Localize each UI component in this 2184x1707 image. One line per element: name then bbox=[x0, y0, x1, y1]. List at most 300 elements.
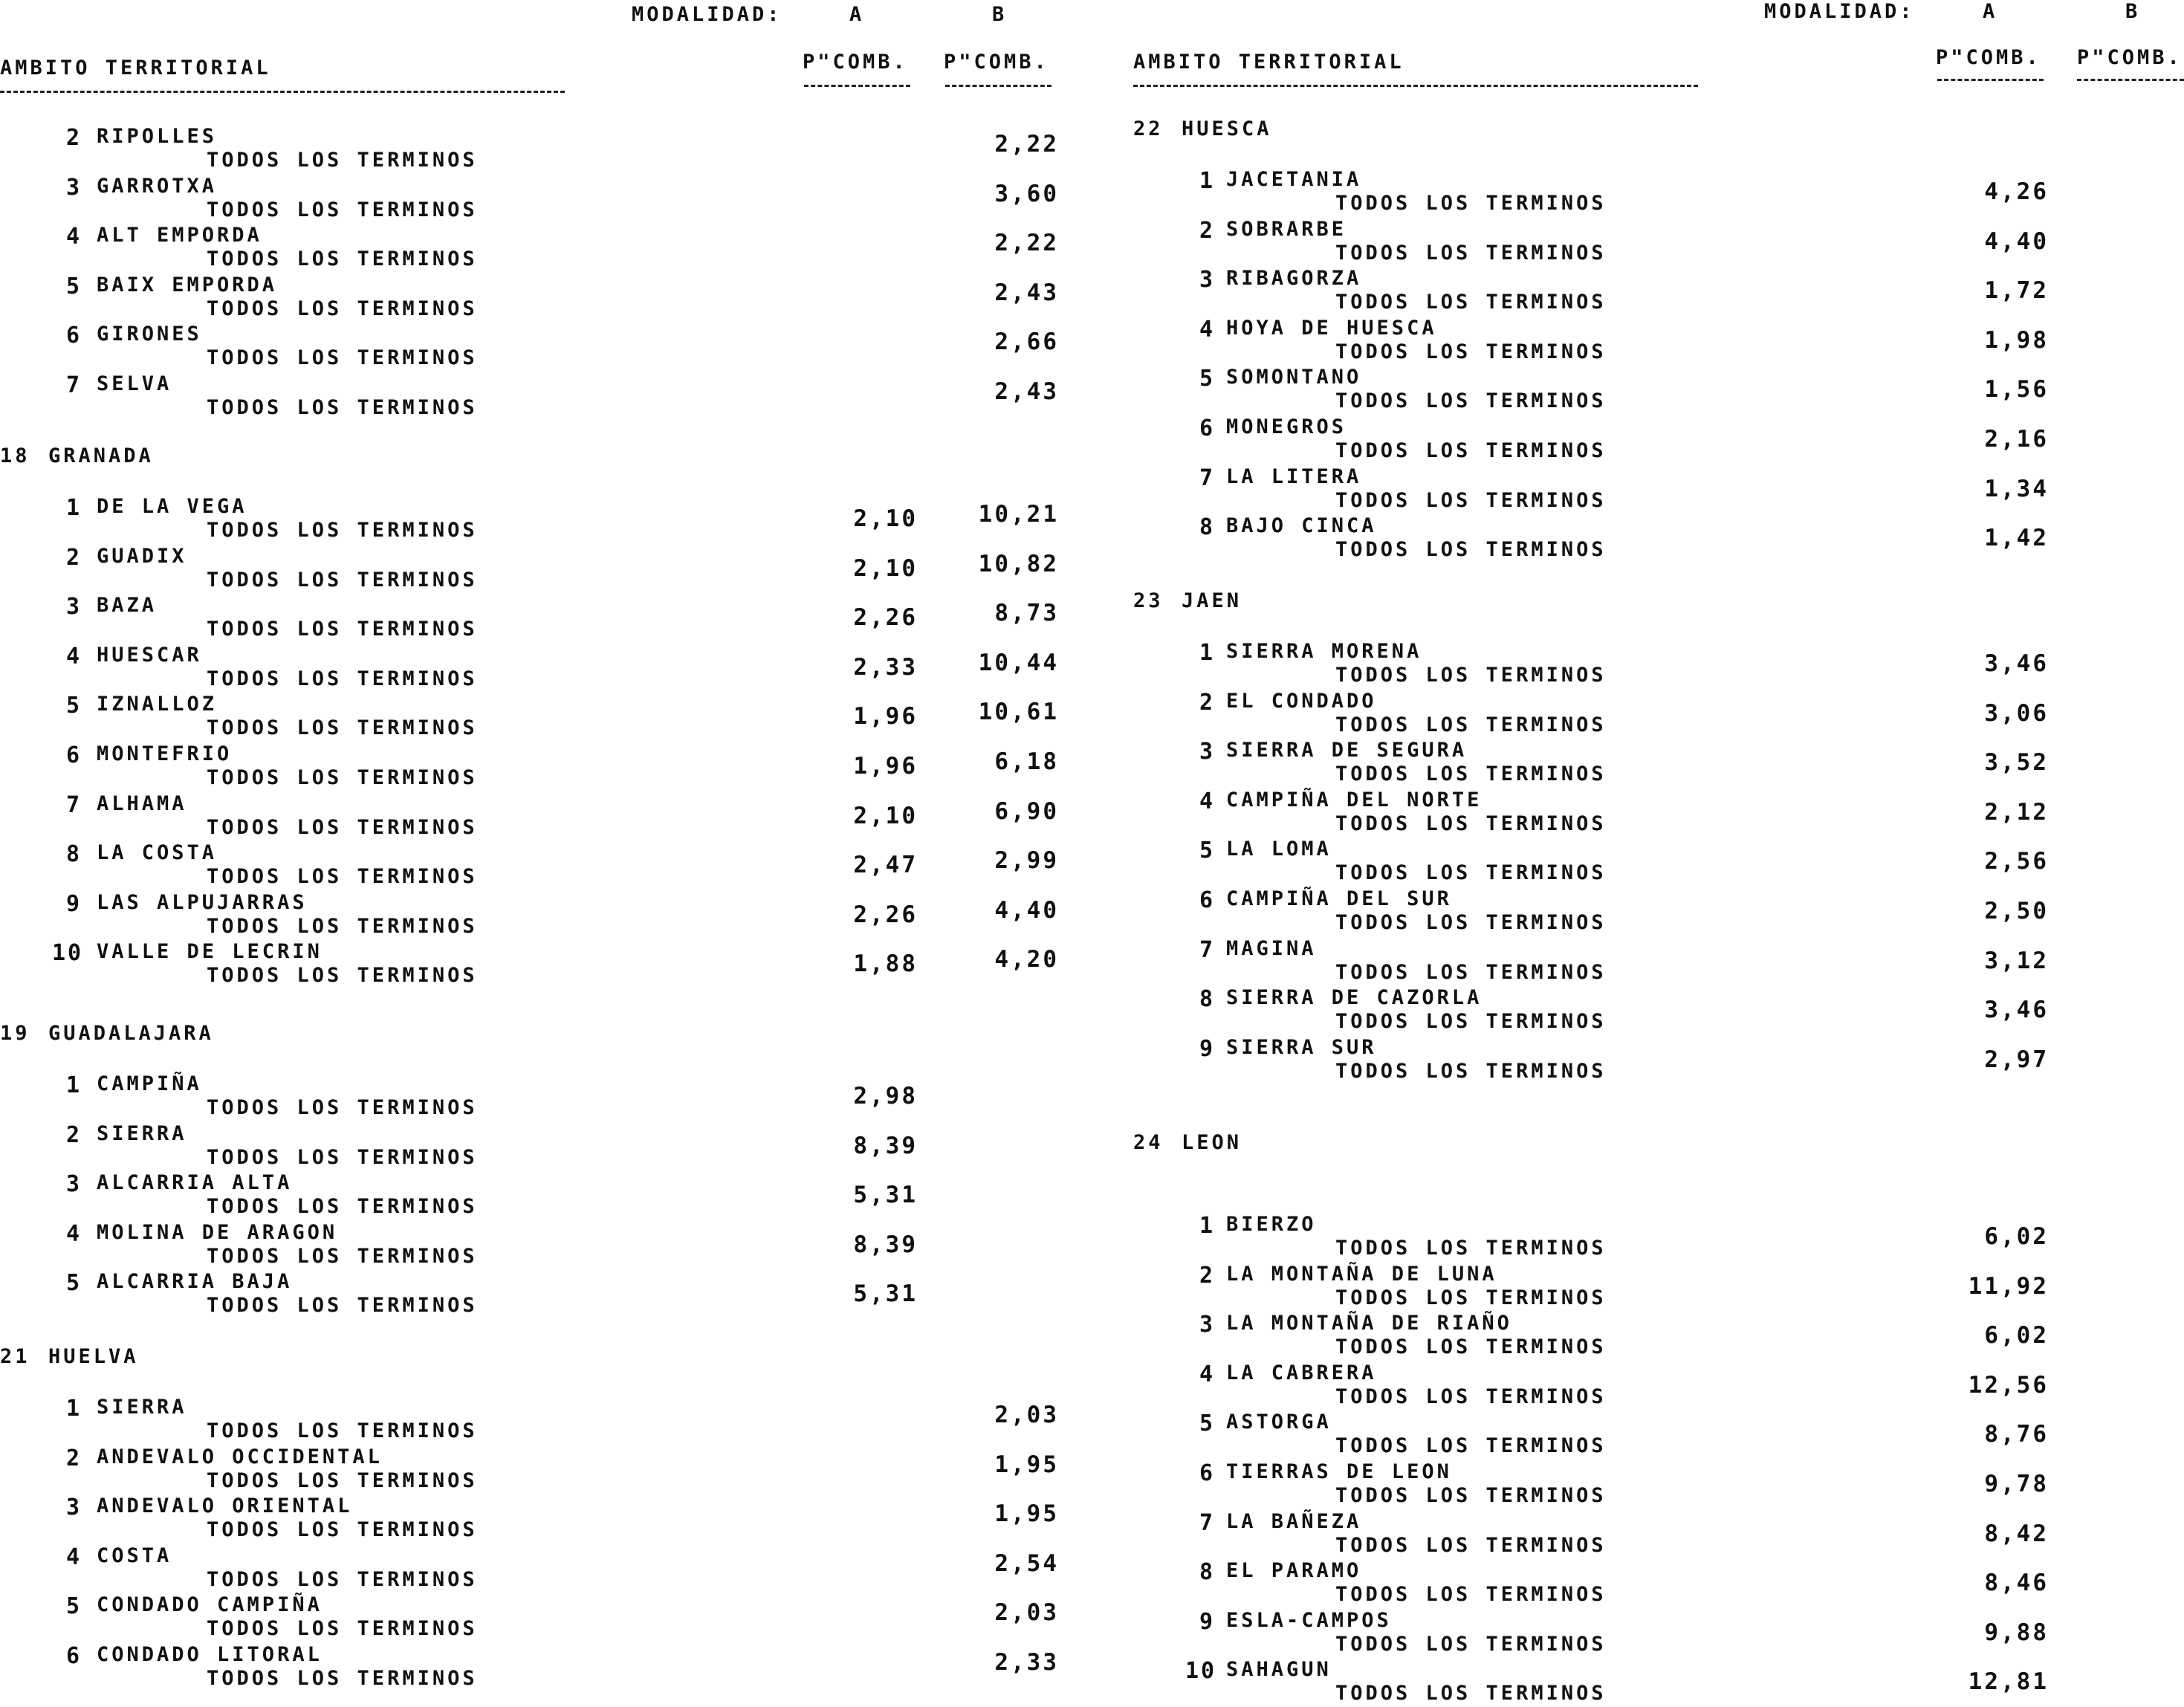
comarca-name: LA BAÑEZA bbox=[1226, 1509, 1362, 1533]
value-a: 2,26 bbox=[853, 901, 918, 928]
comarca-name: SIERRA bbox=[97, 1121, 187, 1145]
comarca-number: 5 bbox=[65, 693, 82, 719]
table-row bbox=[0, 742, 1070, 791]
comarca-number: 5 bbox=[65, 273, 82, 299]
comarca-name: SAHAGUN bbox=[1226, 1658, 1332, 1682]
comarca-number: 9 bbox=[1199, 1035, 1215, 1062]
comarca-name: ALCARRIA ALTA bbox=[97, 1171, 293, 1195]
table-row bbox=[0, 644, 1070, 693]
comarca-name: CAMPIÑA DEL SUR bbox=[1226, 887, 1452, 910]
terminos-label: TODOS LOS TERMINOS bbox=[207, 297, 478, 320]
value-a: 3,12 bbox=[1984, 947, 2049, 974]
table-row bbox=[1133, 168, 2184, 217]
terminos-label: TODOS LOS TERMINOS bbox=[207, 198, 478, 221]
comarca-number: 2 bbox=[65, 125, 82, 151]
table-row bbox=[1133, 366, 2184, 415]
terminos-label: TODOS LOS TERMINOS bbox=[1335, 1237, 1607, 1260]
terminos-label: TODOS LOS TERMINOS bbox=[207, 247, 478, 271]
comarca-number: 6 bbox=[1199, 415, 1215, 441]
comarca-number: 3 bbox=[1199, 267, 1215, 294]
comarca-number: 7 bbox=[1199, 936, 1215, 963]
terminos-label: TODOS LOS TERMINOS bbox=[1335, 911, 1607, 934]
value-b: 2,22 bbox=[994, 131, 1059, 158]
comarca-name: MONTEFRIO bbox=[97, 742, 233, 765]
value-a: 4,26 bbox=[1984, 178, 2049, 205]
table-row bbox=[0, 841, 1070, 890]
terminos-label: TODOS LOS TERMINOS bbox=[1335, 439, 1607, 462]
terminos-label: TODOS LOS TERMINOS bbox=[1335, 241, 1607, 265]
table-row bbox=[0, 545, 1070, 594]
province-name: GRANADA bbox=[48, 444, 154, 467]
comarca-name: BAIX EMPORDA bbox=[97, 273, 278, 297]
table-row bbox=[1133, 1559, 2184, 1608]
comarca-number: 2 bbox=[65, 544, 82, 571]
comarca-name: VALLE DE LECRIN bbox=[97, 940, 323, 964]
value-a: 2,12 bbox=[1984, 798, 2049, 826]
table-row bbox=[1133, 1658, 2184, 1707]
comarca-name: ASTORGA bbox=[1226, 1410, 1332, 1434]
comarca-name: SIERRA DE SEGURA bbox=[1226, 739, 1468, 762]
terminos-label: TODOS LOS TERMINOS bbox=[207, 396, 478, 419]
comarca-number: 7 bbox=[65, 791, 82, 818]
comarca-number: 1 bbox=[1199, 640, 1215, 666]
comarca-number: 4 bbox=[65, 224, 82, 250]
table-row bbox=[1133, 1036, 2184, 1085]
table-row bbox=[0, 1171, 1070, 1220]
comarca-name: LA LOMA bbox=[1226, 838, 1332, 861]
terminos-label: TODOS LOS TERMINOS bbox=[207, 1145, 478, 1169]
modalidad-b: B bbox=[992, 3, 1008, 26]
province-header bbox=[1133, 1131, 2184, 1161]
table-row bbox=[0, 1593, 1070, 1642]
terminos-label: TODOS LOS TERMINOS bbox=[207, 1096, 478, 1119]
comarca-number: 6 bbox=[1199, 887, 1215, 913]
comarca-name: ANDEVALO ORIENTAL bbox=[97, 1494, 353, 1518]
terminos-label: TODOS LOS TERMINOS bbox=[1335, 1335, 1607, 1359]
value-a: 1,96 bbox=[853, 703, 918, 731]
comarca-name: LA COSTA bbox=[97, 841, 218, 865]
comarca-number: 4 bbox=[65, 643, 82, 670]
comarca-name: CAMPIÑA DEL NORTE bbox=[1226, 788, 1483, 812]
terminos-label: TODOS LOS TERMINOS bbox=[207, 1617, 478, 1641]
comarca-name: TIERRAS DE LEON bbox=[1226, 1460, 1452, 1483]
value-a: 3,52 bbox=[1984, 749, 2049, 777]
table-row bbox=[0, 1221, 1070, 1270]
comarca-name: IZNALLOZ bbox=[97, 693, 218, 716]
table-row bbox=[0, 1122, 1070, 1171]
comarca-number: 1 bbox=[65, 1072, 82, 1098]
value-a: 2,10 bbox=[853, 554, 918, 582]
terminos-label: TODOS LOS TERMINOS bbox=[1335, 1286, 1607, 1309]
comarca-name: MAGINA bbox=[1226, 936, 1317, 960]
terminos-label: TODOS LOS TERMINOS bbox=[207, 346, 478, 370]
comarca-name: GARROTXA bbox=[97, 174, 218, 198]
comarca-name: RIBAGORZA bbox=[1226, 267, 1362, 291]
table-row bbox=[0, 1396, 1070, 1445]
value-b: 2,99 bbox=[994, 847, 1059, 875]
table-row bbox=[1133, 218, 2184, 267]
value-a: 1,88 bbox=[853, 950, 918, 978]
value-a: 2,50 bbox=[1984, 898, 2049, 924]
value-b: 3,60 bbox=[994, 180, 1059, 207]
comarca-name: MONEGROS bbox=[1226, 415, 1347, 438]
value-b: 1,95 bbox=[994, 1500, 1059, 1528]
table-row bbox=[1133, 986, 2184, 1035]
table-row bbox=[1133, 1263, 2184, 1312]
table-row bbox=[1133, 1609, 2184, 1658]
province-code: 22 bbox=[1133, 117, 1164, 140]
value-b: 2,03 bbox=[994, 1599, 1059, 1627]
terminos-label: TODOS LOS TERMINOS bbox=[207, 1244, 478, 1268]
comarca-number: 9 bbox=[1199, 1608, 1215, 1635]
comarca-number: 6 bbox=[65, 323, 82, 349]
terminos-label: TODOS LOS TERMINOS bbox=[1335, 1583, 1607, 1607]
terminos-label: TODOS LOS TERMINOS bbox=[1335, 1533, 1607, 1557]
terminos-label: TODOS LOS TERMINOS bbox=[207, 1518, 478, 1542]
terminos-label: TODOS LOS TERMINOS bbox=[1335, 488, 1607, 512]
comarca-number: 7 bbox=[65, 372, 82, 398]
table-row bbox=[0, 940, 1070, 989]
value-b: 2,43 bbox=[994, 378, 1059, 405]
comarca-name: LAS ALPUJARRAS bbox=[97, 890, 308, 914]
comarca-name: ANDEVALO OCCIDENTAL bbox=[97, 1445, 383, 1468]
comarca-name: MOLINA DE ARAGON bbox=[97, 1220, 338, 1244]
terminos-label: TODOS LOS TERMINOS bbox=[207, 914, 478, 938]
terminos-label: TODOS LOS TERMINOS bbox=[207, 1567, 478, 1591]
comarca-number: 4 bbox=[1199, 1361, 1215, 1387]
comarca-number: 3 bbox=[65, 174, 82, 201]
value-b: 4,40 bbox=[994, 896, 1059, 924]
col-a-label: P"COMB. bbox=[803, 51, 908, 74]
terminos-label: TODOS LOS TERMINOS bbox=[207, 1667, 478, 1690]
table-row bbox=[0, 323, 1070, 372]
value-a: 9,88 bbox=[1984, 1619, 2049, 1646]
table-row bbox=[1133, 1460, 2184, 1509]
province-code: 23 bbox=[1133, 589, 1164, 612]
comarca-name: SELVA bbox=[97, 372, 172, 395]
province-code: 21 bbox=[0, 1345, 30, 1368]
comarca-number: 7 bbox=[1199, 1509, 1215, 1536]
table-row bbox=[0, 273, 1070, 323]
terminos-label: TODOS LOS TERMINOS bbox=[1335, 291, 1607, 314]
comarca-name: ALT EMPORDA bbox=[97, 224, 262, 247]
col-b-label: P"COMB. bbox=[944, 51, 1049, 74]
modalidad-label: MODALIDAD: bbox=[632, 3, 782, 26]
province-header bbox=[0, 444, 1070, 474]
comarca-number: 8 bbox=[1199, 1559, 1215, 1586]
table-row bbox=[0, 891, 1070, 940]
value-b: 10,44 bbox=[978, 649, 1059, 676]
value-a: 2,97 bbox=[1984, 1046, 2049, 1073]
value-b: 6,18 bbox=[994, 748, 1059, 775]
value-b: 10,21 bbox=[978, 501, 1059, 528]
comarca-name: JACETANIA bbox=[1226, 168, 1362, 191]
terminos-label: TODOS LOS TERMINOS bbox=[1335, 1010, 1607, 1034]
comarca-name: SIERRA SUR bbox=[1226, 1035, 1377, 1059]
table-row bbox=[1133, 1510, 2184, 1559]
province-name: HUESCA bbox=[1182, 117, 1272, 140]
table-row bbox=[0, 125, 1070, 174]
comarca-number: 4 bbox=[65, 1544, 82, 1570]
value-b: 1,95 bbox=[994, 1451, 1059, 1478]
comarca-name: ESLA-CAMPOS bbox=[1226, 1608, 1392, 1632]
value-a: 2,10 bbox=[853, 802, 918, 829]
value-a: 2,33 bbox=[853, 653, 918, 681]
comarca-number: 3 bbox=[1199, 739, 1215, 765]
table-row bbox=[1133, 415, 2184, 464]
col-a-underline bbox=[804, 85, 910, 87]
comarca-number: 9 bbox=[65, 890, 82, 917]
comarca-name: CAMPIÑA bbox=[97, 1072, 202, 1095]
terminos-label: TODOS LOS TERMINOS bbox=[1335, 1384, 1607, 1408]
comarca-name: BAZA bbox=[97, 594, 158, 618]
value-a: 12,56 bbox=[1968, 1371, 2049, 1399]
comarca-number: 6 bbox=[65, 1643, 82, 1669]
comarca-number: 5 bbox=[65, 1270, 82, 1297]
comarca-number: 7 bbox=[1199, 464, 1215, 491]
terminos-label: TODOS LOS TERMINOS bbox=[207, 667, 478, 690]
comarca-number: 5 bbox=[65, 1593, 82, 1620]
terminos-label: TODOS LOS TERMINOS bbox=[207, 964, 478, 988]
terminos-label: TODOS LOS TERMINOS bbox=[207, 716, 478, 740]
value-a: 11,92 bbox=[1968, 1272, 2049, 1300]
table-row bbox=[0, 792, 1070, 841]
value-a: 3,46 bbox=[1984, 997, 2049, 1024]
table-row bbox=[1133, 267, 2184, 316]
comarca-name: BAJO CINCA bbox=[1226, 514, 1377, 538]
terminos-label: TODOS LOS TERMINOS bbox=[207, 149, 478, 172]
comarca-name: ALHAMA bbox=[97, 791, 187, 815]
table-row bbox=[0, 1072, 1070, 1121]
comarca-name: EL PARAMO bbox=[1226, 1559, 1362, 1583]
terminos-label: TODOS LOS TERMINOS bbox=[207, 618, 478, 641]
terminos-label: TODOS LOS TERMINOS bbox=[1335, 192, 1607, 215]
table-row bbox=[0, 1494, 1070, 1544]
comarca-number: 4 bbox=[1199, 316, 1215, 343]
comarca-name: LA MONTAÑA DE LUNA bbox=[1226, 1262, 1497, 1286]
province-name: JAEN bbox=[1182, 589, 1242, 612]
comarca-name: HUESCAR bbox=[97, 643, 202, 667]
terminos-label: TODOS LOS TERMINOS bbox=[1335, 1484, 1607, 1507]
comarca-name: CONDADO LITORAL bbox=[97, 1643, 323, 1666]
comarca-name: COSTA bbox=[97, 1544, 172, 1567]
table-row bbox=[1133, 317, 2184, 366]
comarca-number: 2 bbox=[1199, 217, 1215, 244]
comarca-number: 6 bbox=[65, 742, 82, 768]
value-b: 10,82 bbox=[978, 550, 1059, 577]
comarca-name: SIERRA DE CAZORLA bbox=[1226, 986, 1483, 1010]
value-a: 4,40 bbox=[1984, 227, 2049, 255]
table-row bbox=[1133, 1213, 2184, 1262]
value-a: 6,02 bbox=[1984, 1322, 2049, 1350]
comarca-name: EL CONDADO bbox=[1226, 689, 1377, 713]
terminos-label: TODOS LOS TERMINOS bbox=[1335, 340, 1607, 363]
comarca-number: 3 bbox=[65, 1171, 82, 1198]
terminos-label: TODOS LOS TERMINOS bbox=[207, 1468, 478, 1492]
comarca-number: 2 bbox=[65, 1121, 82, 1148]
terminos-label: TODOS LOS TERMINOS bbox=[1335, 713, 1607, 736]
table-row bbox=[1133, 1361, 2184, 1410]
comarca-number: 8 bbox=[1199, 986, 1215, 1013]
value-a: 2,56 bbox=[1984, 848, 2049, 875]
terminos-label: TODOS LOS TERMINOS bbox=[207, 766, 478, 789]
modalidad-a: A bbox=[849, 3, 865, 26]
table-row bbox=[0, 224, 1070, 273]
terminos-label: TODOS LOS TERMINOS bbox=[1335, 538, 1607, 562]
comarca-number: 5 bbox=[1199, 366, 1215, 392]
ambito-underline-right bbox=[1133, 85, 1698, 87]
province-code: 24 bbox=[1133, 1131, 1164, 1154]
comarca-number: 10 bbox=[1185, 1658, 1217, 1685]
table-row bbox=[1133, 937, 2184, 986]
province-header bbox=[1133, 117, 2184, 147]
comarca-number: 3 bbox=[65, 594, 82, 621]
table-row bbox=[1133, 887, 2184, 936]
value-a: 2,98 bbox=[853, 1083, 918, 1110]
table-row bbox=[0, 1445, 1070, 1494]
comarca-name: SIERRA MORENA bbox=[1226, 640, 1422, 663]
value-a: 1,34 bbox=[1984, 475, 2049, 502]
province-header bbox=[0, 1345, 1070, 1375]
table-row bbox=[1133, 739, 2184, 788]
value-b: 6,90 bbox=[994, 797, 1059, 825]
terminos-label: TODOS LOS TERMINOS bbox=[1335, 389, 1607, 413]
terminos-label: TODOS LOS TERMINOS bbox=[1335, 1059, 1607, 1083]
value-a: 1,72 bbox=[1984, 277, 2049, 305]
comarca-number: 3 bbox=[1199, 1312, 1215, 1338]
value-a: 3,06 bbox=[1984, 699, 2049, 727]
table-row bbox=[0, 594, 1070, 643]
terminos-label: TODOS LOS TERMINOS bbox=[1335, 664, 1607, 687]
comarca-name: GIRONES bbox=[97, 323, 202, 346]
value-a: 12,81 bbox=[1968, 1668, 2049, 1696]
comarca-name: SOBRARBE bbox=[1226, 217, 1347, 241]
comarca-number: 10 bbox=[52, 940, 84, 967]
province-code: 19 bbox=[0, 1022, 30, 1045]
comarca-name: LA LITERA bbox=[1226, 464, 1362, 488]
value-b: 2,03 bbox=[994, 1402, 1059, 1428]
value-b: 2,66 bbox=[994, 328, 1059, 356]
comarca-name: LA CABRERA bbox=[1226, 1361, 1377, 1384]
col-b-underline-right bbox=[2077, 79, 2184, 81]
table-row bbox=[1133, 640, 2184, 689]
comarca-number: 2 bbox=[65, 1445, 82, 1471]
table-row bbox=[0, 372, 1070, 421]
ambito-underline bbox=[0, 91, 565, 93]
comarca-name: SOMONTANO bbox=[1226, 366, 1362, 389]
value-a: 3,46 bbox=[1984, 650, 2049, 677]
col-a-underline-right bbox=[1937, 79, 2044, 81]
terminos-label: TODOS LOS TERMINOS bbox=[1335, 861, 1607, 885]
table-row bbox=[1133, 838, 2184, 887]
province-name: LEON bbox=[1182, 1131, 1242, 1154]
comarca-number: 2 bbox=[1199, 1262, 1215, 1289]
province-header bbox=[1133, 589, 2184, 619]
comarca-number: 1 bbox=[65, 495, 82, 521]
ambito-label: AMBITO TERRITORIAL bbox=[0, 56, 271, 80]
terminos-label: TODOS LOS TERMINOS bbox=[207, 519, 478, 542]
terminos-label: TODOS LOS TERMINOS bbox=[207, 815, 478, 839]
value-b: 2,22 bbox=[994, 230, 1059, 257]
comarca-number: 1 bbox=[1199, 168, 1215, 194]
comarca-name: CONDADO CAMPIÑA bbox=[97, 1593, 323, 1617]
terminos-label: TODOS LOS TERMINOS bbox=[1335, 960, 1607, 984]
terminos-label: TODOS LOS TERMINOS bbox=[207, 1195, 478, 1219]
comarca-number: 5 bbox=[1199, 838, 1215, 864]
comarca-number: 1 bbox=[65, 1396, 82, 1422]
value-b: 8,73 bbox=[994, 600, 1059, 627]
province-name: HUELVA bbox=[48, 1345, 139, 1368]
value-a: 5,31 bbox=[853, 1280, 918, 1308]
col-b-label-right: P"COMB. bbox=[2077, 46, 2183, 69]
table-row bbox=[0, 1544, 1070, 1593]
comarca-name: HOYA DE HUESCA bbox=[1226, 316, 1437, 340]
comarca-number: 1 bbox=[1199, 1213, 1215, 1239]
value-a: 1,56 bbox=[1984, 376, 2049, 404]
value-a: 8,39 bbox=[853, 1231, 918, 1258]
modalidad-b-right: B bbox=[2125, 0, 2141, 23]
table-row bbox=[0, 1270, 1070, 1319]
table-row bbox=[1133, 514, 2184, 563]
comarca-name: DE LA VEGA bbox=[97, 495, 247, 518]
terminos-label: TODOS LOS TERMINOS bbox=[207, 1294, 478, 1318]
col-b-underline bbox=[945, 85, 1052, 87]
value-a: 2,47 bbox=[853, 852, 918, 879]
value-a: 8,76 bbox=[1984, 1421, 2049, 1448]
terminos-label: TODOS LOS TERMINOS bbox=[1335, 1434, 1607, 1458]
comarca-number: 5 bbox=[1199, 1410, 1215, 1437]
value-a: 5,31 bbox=[853, 1182, 918, 1209]
value-a: 8,46 bbox=[1984, 1570, 2049, 1597]
value-a: 2,16 bbox=[1984, 426, 2049, 453]
value-b: 2,43 bbox=[994, 279, 1059, 306]
value-a: 6,02 bbox=[1984, 1223, 2049, 1250]
comarca-name: SIERRA bbox=[97, 1396, 187, 1419]
terminos-label: TODOS LOS TERMINOS bbox=[207, 865, 478, 889]
comarca-name: BIERZO bbox=[1226, 1213, 1317, 1236]
table-row bbox=[0, 1643, 1070, 1692]
terminos-label: TODOS LOS TERMINOS bbox=[207, 568, 478, 592]
value-b: 2,54 bbox=[994, 1549, 1059, 1577]
table-row bbox=[1133, 788, 2184, 838]
comarca-number: 2 bbox=[1199, 689, 1215, 716]
terminos-label: TODOS LOS TERMINOS bbox=[207, 1419, 478, 1442]
table-row bbox=[0, 175, 1070, 224]
value-b: 4,20 bbox=[994, 946, 1059, 974]
value-a: 1,42 bbox=[1984, 525, 2049, 552]
province-header bbox=[0, 1022, 1070, 1052]
comarca-name: LA MONTAÑA DE RIAÑO bbox=[1226, 1312, 1512, 1335]
comarca-name: RIPOLLES bbox=[97, 125, 218, 148]
terminos-label: TODOS LOS TERMINOS bbox=[1335, 812, 1607, 835]
comarca-number: 8 bbox=[1199, 514, 1215, 541]
table-row bbox=[1133, 1410, 2184, 1460]
col-a-label-right: P"COMB. bbox=[1936, 46, 2041, 69]
terminos-label: TODOS LOS TERMINOS bbox=[1335, 1682, 1607, 1706]
value-b: 2,33 bbox=[994, 1649, 1059, 1676]
comarca-name: GUADIX bbox=[97, 544, 187, 568]
value-a: 8,39 bbox=[853, 1132, 918, 1159]
comarca-number: 3 bbox=[65, 1494, 82, 1521]
terminos-label: TODOS LOS TERMINOS bbox=[1335, 762, 1607, 786]
modalidad-label-right: MODALIDAD: bbox=[1764, 0, 1915, 23]
value-a: 2,10 bbox=[853, 505, 918, 532]
table-row bbox=[1133, 465, 2184, 514]
comarca-number: 6 bbox=[1199, 1460, 1215, 1486]
modalidad-a-right: A bbox=[1983, 0, 1998, 23]
comarca-name: ALCARRIA BAJA bbox=[97, 1270, 293, 1294]
table-row bbox=[1133, 1312, 2184, 1361]
